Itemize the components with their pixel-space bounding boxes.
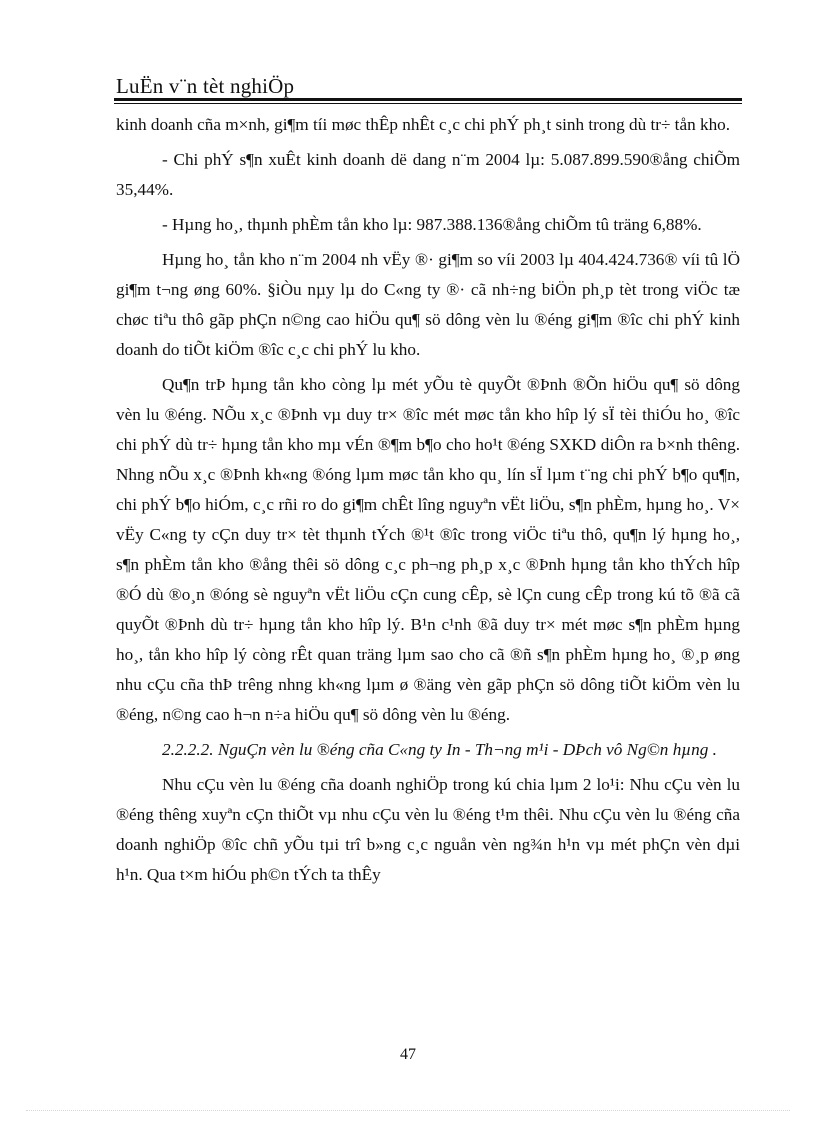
page-number: 47 bbox=[400, 1046, 416, 1063]
header-rule bbox=[114, 98, 742, 101]
body-text bbox=[116, 110, 740, 895]
paragraph-bullet-inventory: - Hµng ho¸, thµnh phÈm tån kho lµ: 987.388.136®ång chiÕm tû träng 6,88%. bbox=[162, 215, 702, 234]
section-heading: 2.2.2.2. NguÇn vèn lu ®éng cña C«ng ty In - Th¬ng m¹i - DÞch vô Ng©n hµng . bbox=[162, 740, 717, 759]
page-bottom-edge bbox=[26, 1110, 790, 1111]
paragraph-inventory-decrease: Hµng ho¸ tån kho n¨m 2004 nh vËy ®· gi¶m so víi 2003 lµ 404.424.736® víi tû lÖ gi¶m t¬ng øng 60%. §iÒu nµy lµ do C«ng ty ®· cã nh÷ng biÖn ph¸p tèt trong viÖc tæ chøc tiªu thô gãp phÇn n©ng cao hiÖu qu¶ sö dông vèn lu ®éng gi¶m ®îc chi phÝ kinh doanh do tiÕt kiÖm ®îc c¸c chi phÝ lu kho. bbox=[116, 250, 740, 359]
running-header: LuËn v¨n tèt nghiÖp bbox=[116, 74, 295, 98]
paragraph-working-capital-needs: Nhu cÇu vèn lu ®éng cña doanh nghiÖp trong kú chia lµm 2 lo¹i: Nhu cÇu vèn lu ®éng thêng xuyªn cÇn thiÕt vµ nhu cÇu vèn lu ®éng t¹m thêi. Nhu cÇu vèn lu ®éng cña doanh nghiÖp ®îc chñ yÕu tµi trî b»ng c¸c nguån vèn ng¾n h¹n vµ mét phÇn vèn dµi h¹n. Qua t×m hiÓu ph©n tÝch ta thÊy bbox=[116, 775, 740, 884]
paragraph-bullet-wip-cost: - Chi phÝ s¶n xuÊt kinh doanh dë dang n¨m 2004 lµ: 5.087.899.590®ång chiÕm 35,44%. bbox=[116, 150, 740, 199]
paragraph-continued: kinh doanh cña m×nh, gi¶m tíi møc thÊp nhÊt c¸c chi phÝ ph¸t sinh trong dù tr÷ tån kho. bbox=[116, 115, 731, 134]
header-rule-thin bbox=[114, 103, 742, 104]
paragraph-inventory-management: Qu¶n trÞ hµng tån kho còng lµ mét yÕu tè quyÕt ®Þnh ®Õn hiÖu qu¶ sö dông vèn lu ®éng. NÕu x¸c ®Þnh vµ duy tr× ®îc mét møc tån kho hîp lý sÏ tèi thiÓu ho¸ ®îc chi phÝ dù tr÷ hµng tån kho mµ vÉn ®¶m b¶o cho ho¹t ®éng SXKD diÔn ra b×nh thêng. Nhng nÕu x¸c ®Þnh kh«ng ®óng lµm møc tån kho qu¸ lín sÏ lµm t¨ng chi phÝ b¶o qu¶n, chi phÝ b¶o hiÓm, c¸c rñi ro do gi¶m chÊt lîng nguyªn vËt liÖu, s¶n phÈm, hµng ho¸. V× vËy C«ng ty cÇn duy tr× tèt thµnh tÝch ®¹t ®îc trong viÖc tiªu thô, qu¶n lý hµng ho¸, s¶n phÈm tån kho ®ång thêi sö dông c¸c ph¬ng ph¸p x¸c ®Þnh hµng tån kho thÝch hîp ®Ó dù ®o¸n ®óng sè nguyªn vËt liÖu cÇn cung cÊp, sè lÇn cung cÊp trong kú tõ ®ã cã quyÕt ®Þnh dù tr÷ hµng tån kho hîp lý. B¹n c¹nh ®ã duy tr× mét møc s¶n phÈm hµng ho¸, tån kho hîp lý còng rÊt quan träng lµm sao cho cã ®ñ s¶n phÈm hµng ho¸ ®¸p øng nhu cÇu cña thÞ trêng nhng kh«ng lµm ø ®äng vèn gãp phÇn sö dông tiÕt kiÖm vèn lu ®éng, n©ng cao h¬n n÷a hiÖu qu¶ sö dông vèn lu ®éng. bbox=[116, 375, 740, 724]
